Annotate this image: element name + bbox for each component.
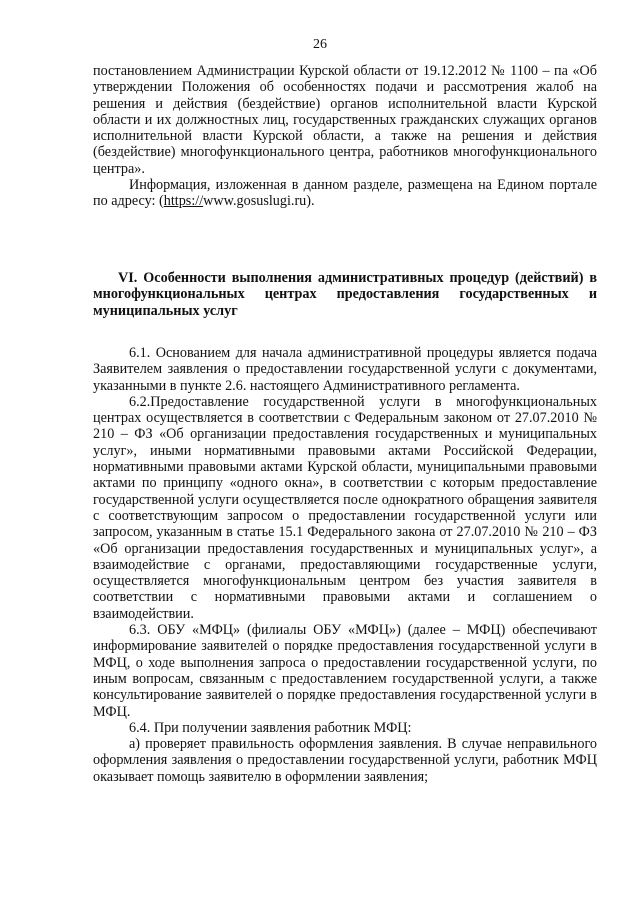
paragraph-resolution-reference: постановлением Администрации Курской области от 19.12.2012 № 1100 – па «Об утверждении Положения об особенностях подачи и рассмотрения жалоб на решения и действия (бездействие) органов исполнительной власти Курской области и их должностных лиц, государственных гражданских служащих органов исполнительной власти Курской области, а также на решения и действия (бездействие) многофункционального центра, работников многофункционального центра». <box>93 63 597 177</box>
paragraph-6-1: 6.1. Основанием для начала административной процедуры является подача Заявителем заявления о предоставлении государственной услуги с документами, указанными в пункте 2.6. настоящего Административного регламента. <box>93 345 597 394</box>
section-title: Особенности выполнения административных процедур (действий) в многофункциональных центрах предоставления государственных и муниципальных услуг <box>93 270 598 319</box>
paragraph-6-2: 6.2.Предоставление государственной услуги в многофункциональных центрах осуществляется в соответствии с Федеральным законом от 27.07.2010 № 210 – ФЗ «Об организации предоставления государственных и муниципальных услуг», иными нормативными правовыми актами Российской Федерации, нормативными правовыми актами Курской области, муниципальными правовыми актами по принципу «одного окна», в соответствии с которым предоставление государственной услуги осуществляется после однократного обращения заявителя с соответствующим запросом о предоставлении государственной услуги или запросом, указанным в статье 15.1 Федерального закона от 27.07.2010 № 210 – ФЗ «Об организации предоставления государственных и муниципальных услуг», а взаимодействие с органами, предоставляющими государственные услуги, осуществляется многофункциональным центром без участия заявителя в соответствии с нормативными правовыми актами и соглашением о взаимодействии. <box>93 393 597 622</box>
paragraph-6-4-a: а) проверяет правильность оформления заявления. В случае неправильного оформления заявления о предоставлении государственной услуги, работник МФЦ оказывает помощь заявителю в оформлении заявления; <box>93 736 597 785</box>
section-heading <box>93 270 597 319</box>
portal-link-domain: www.gosuslugi.ru). <box>203 193 315 210</box>
paragraph-portal-info <box>93 177 597 210</box>
page-number: 26 <box>313 37 327 52</box>
portal-link-protocol[interactable]: https:// <box>163 193 204 210</box>
body-block <box>93 345 597 785</box>
section-numeral: VI. <box>118 270 138 286</box>
portal-info-text: Информация, изложенная в данном разделе, размещена на Едином портале по адресу: ( <box>93 177 597 210</box>
paragraph-6-4: 6.4. При получении заявления работник МФЦ: <box>129 719 412 736</box>
paragraph-6-3: 6.3. ОБУ «МФЦ» (филиалы ОБУ «МФЦ») (далее – МФЦ) обеспечивают информирование заявителей о порядке предоставления государственной услуги в МФЦ, о ходе выполнения запроса о предоставлении государственной услуги, по иным вопросам, связанным с предоставлением государственной услуги, а также консультирование заявителей о порядке предоставления государственной услуги в МФЦ. <box>93 622 597 720</box>
intro-block <box>93 63 597 210</box>
